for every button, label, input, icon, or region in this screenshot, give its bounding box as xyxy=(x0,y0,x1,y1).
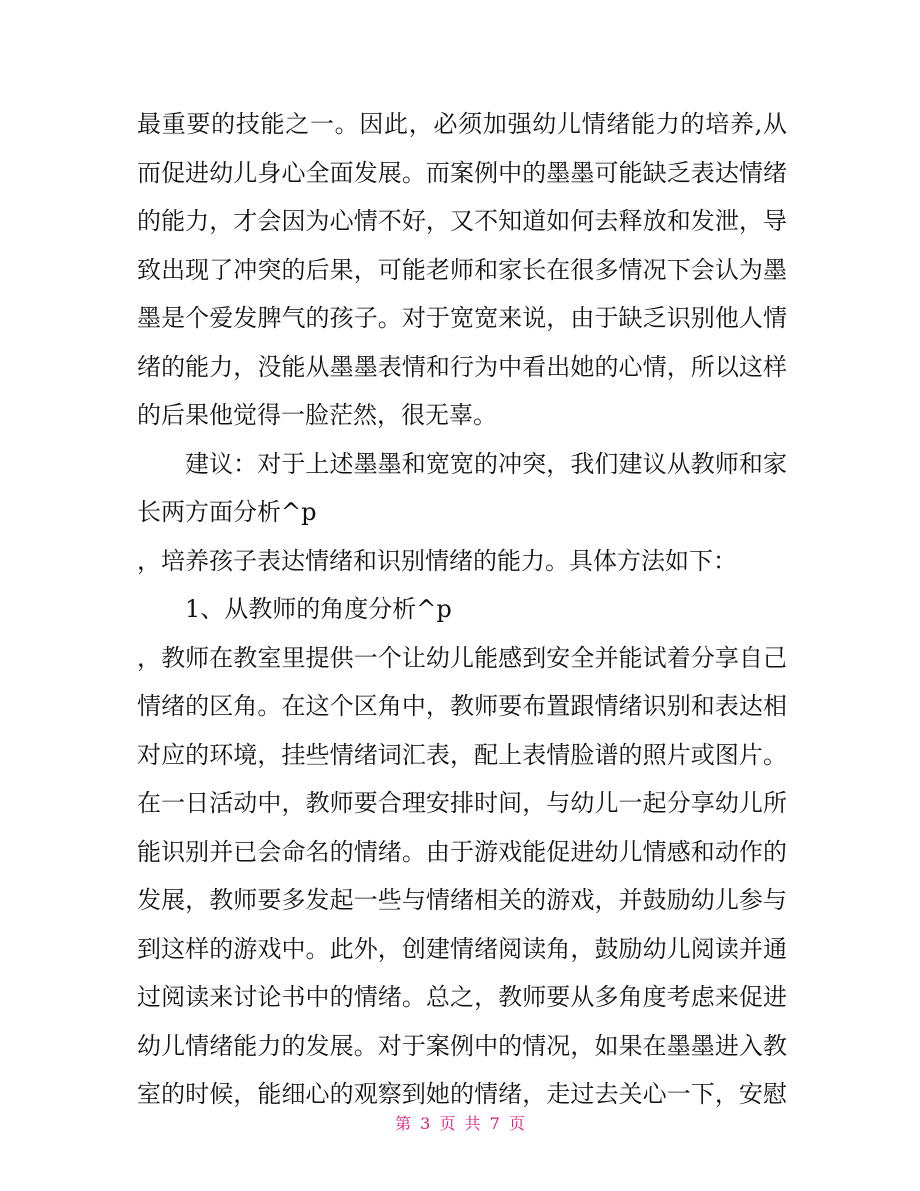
text-line: 对应的环境，挂些情绪词汇表，配上表情脸谱的照片或图片。 xyxy=(137,740,787,769)
text-line: 室的时候，能细心的观察到她的情绪，走过去关心一下，安慰 xyxy=(137,1080,787,1108)
text-line: 情绪的区角。在这个区角中，教师要布置跟情绪识别和表达相 xyxy=(137,692,787,720)
text-line: ，教师在教室里提供一个让幼儿能感到安全并能试着分享自己 xyxy=(137,643,787,672)
text-line: 幼儿情绪能力的发展。对于案例中的情况，如果在墨墨进入教 xyxy=(137,1031,787,1060)
text-line: 到这样的游戏中。此外，创建情绪阅读角，鼓励幼儿阅读并通 xyxy=(137,934,787,963)
text-line: 墨是个爱发脾气的孩子。对于宽宽来说，由于缺乏识别他人情 xyxy=(137,304,787,332)
text-line: 长两方面分析^p xyxy=(137,498,317,526)
text-line: 的后果他觉得一脸茫然，很无辜。 xyxy=(137,401,497,429)
document-body xyxy=(137,100,787,1119)
text-line: ，培养孩子表达情绪和识别情绪的能力。具体方法如下： xyxy=(137,546,737,575)
text-line: 最重要的技能之一。因此，必须加强幼儿情绪能力的培养,从 xyxy=(137,110,787,138)
text-line: 能识别并已会命名的情绪。由于游戏能促进幼儿情感和动作的 xyxy=(137,837,787,866)
text-line: 致出现了冲突的后果，可能老师和家长在很多情况下会认为墨 xyxy=(137,255,787,284)
text-line: 建议：对于上述墨墨和宽宽的冲突，我们建议从教师和家 xyxy=(185,449,787,478)
page-number-footer: 第 3 页 共 7 页 xyxy=(395,1114,525,1133)
text-line: 而促进幼儿身心全面发展。而案例中的墨墨可能缺乏表达情绪 xyxy=(137,158,787,187)
text-line: 绪的能力，没能从墨墨表情和行为中看出她的心情，所以这样 xyxy=(137,352,787,381)
text-line: 1、从教师的角度分析^p xyxy=(185,595,452,623)
text-line: 过阅读来讨论书中的情绪。总之，教师要从多角度考虑来促进 xyxy=(137,983,787,1011)
text-line: 的能力，才会因为心情不好，又不知道如何去释放和发泄，导 xyxy=(137,207,787,235)
text-line: 在一日活动中，教师要合理安排时间，与幼儿一起分享幼儿所 xyxy=(137,789,787,817)
text-line: 发展，教师要多发起一些与情绪相关的游戏，并鼓励幼儿参与 xyxy=(137,886,787,914)
